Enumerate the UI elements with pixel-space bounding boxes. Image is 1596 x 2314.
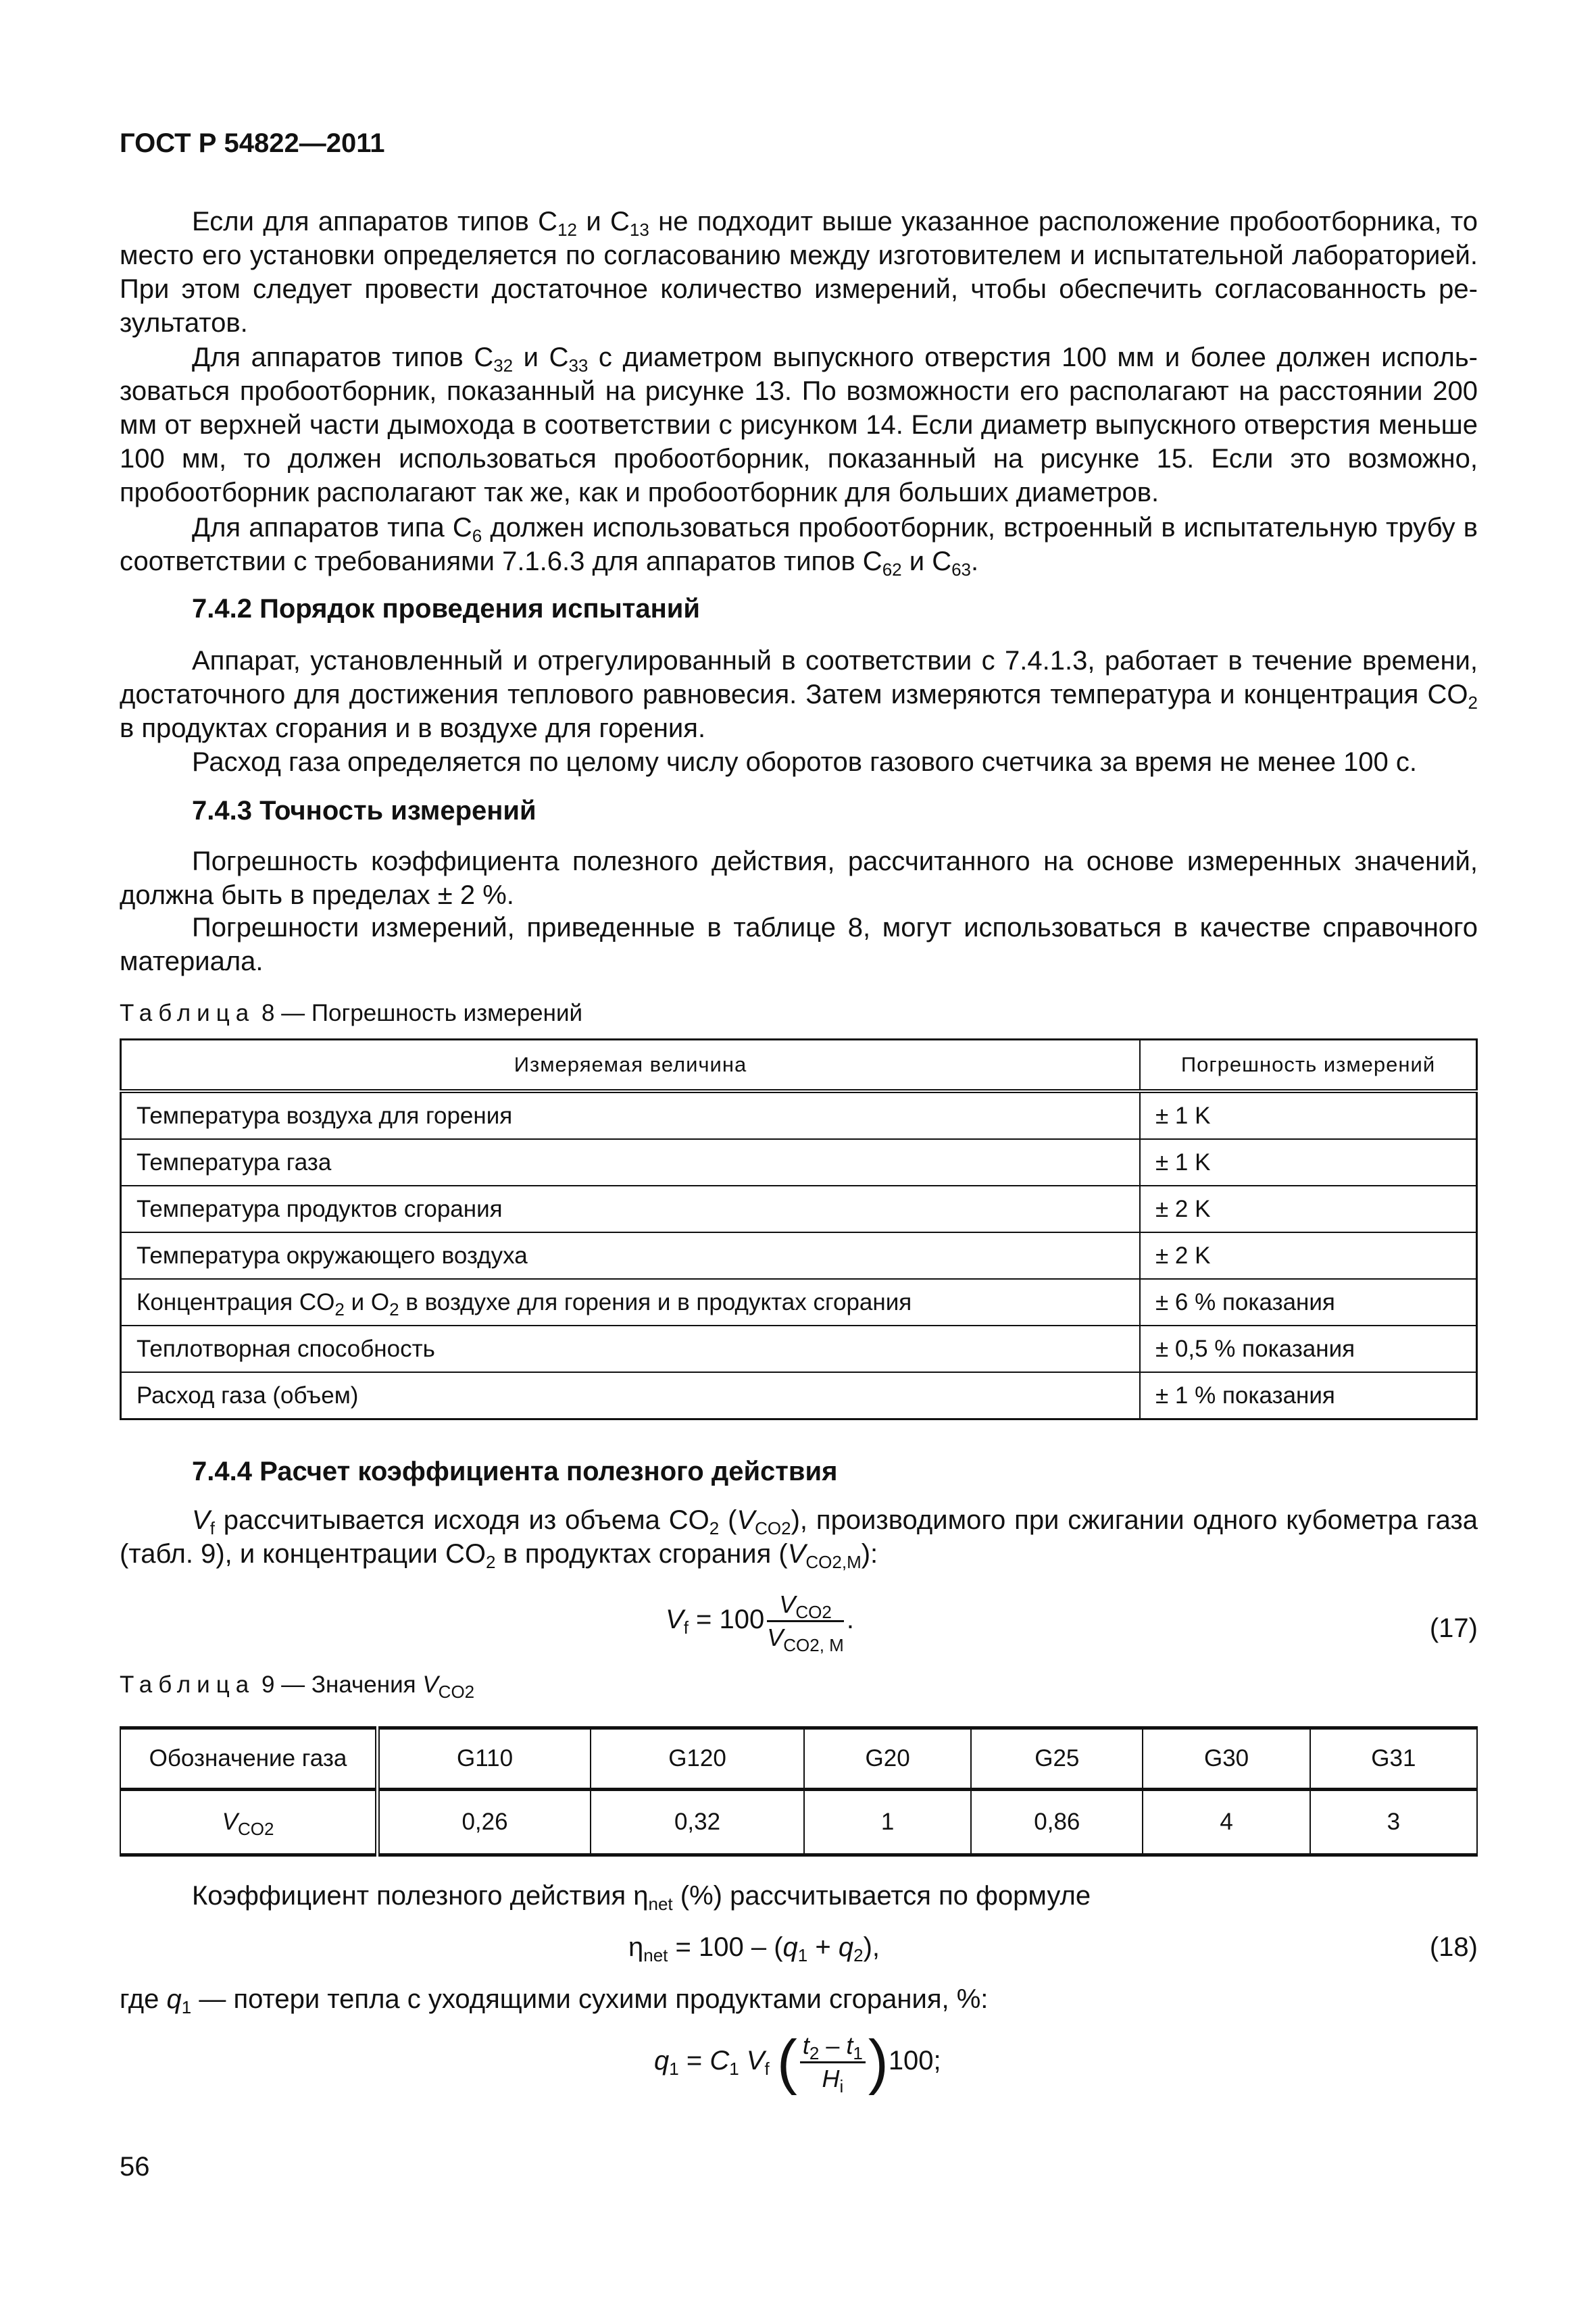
subscript: CO2	[438, 1682, 475, 1702]
vco2-value-cell: 0,26	[378, 1790, 591, 1855]
text-run: Погрешности измерений, приведенные в таблице 8, могут использоваться в качестве справочного материала.	[120, 913, 1478, 976]
text-run: = 100 – (	[668, 1932, 783, 1962]
text-run: ),	[863, 1932, 880, 1962]
subscript: 1	[181, 1997, 192, 2017]
denominator	[767, 1622, 844, 1653]
subscript: 6	[472, 526, 482, 546]
paragraph-vf-calculation	[120, 1503, 1478, 1571]
error-cell: ± 2 K	[1140, 1186, 1477, 1232]
formula-q1-lhs	[654, 2046, 777, 2080]
quantity-cell	[121, 1279, 1141, 1326]
italic-symbol: t	[846, 2032, 853, 2059]
subscript: 33	[568, 355, 589, 376]
subscript: net	[643, 1945, 668, 1965]
formula-q1-tail: 100;	[888, 2046, 941, 2076]
paragraph-efficiency	[120, 1879, 1478, 1913]
gas-column-header: G30	[1143, 1728, 1310, 1790]
italic-symbol: q	[782, 1932, 798, 1962]
subscript: 2	[389, 1299, 399, 1319]
subscript: 1	[729, 2059, 739, 2080]
text-run	[770, 2046, 777, 2076]
italic-symbol: q	[654, 2046, 670, 2076]
table-header-row	[120, 1728, 1477, 1790]
formula-17	[666, 1589, 854, 1653]
paragraph-accuracy	[120, 845, 1478, 912]
vco2-values-table	[120, 1726, 1478, 1857]
paragraph-sampler-c12-c13	[120, 205, 1478, 340]
column-header-quantity: Измеряемая величина	[121, 1040, 1141, 1092]
heading-7-4-3: 7.4.3 Точность измерений	[192, 796, 537, 826]
subscript: 62	[882, 559, 902, 580]
quantity-cell	[121, 1091, 1141, 1139]
text-run: в воздухе для горения и в продуктах сгорания	[399, 1288, 912, 1315]
subscript: CO2,M	[805, 1552, 862, 1572]
italic-symbol: q	[838, 1932, 854, 1962]
paragraph-q1-definition	[120, 1982, 1478, 2016]
text-run: рассчитывается исходя из объема CO	[214, 1505, 709, 1535]
gas-column-header: G31	[1310, 1728, 1477, 1790]
text-run: Температура воздуха для горения	[136, 1102, 513, 1129]
text-run: с диаметром выпускного отверстия 100 мм и более должен использоваться пробоотборник, показанный на рисунке 13. По возможности его располагают на расстоянии 200 мм от верхней части дымохода в соответствии с рисунком 14. Если диаметр выпускного отверстия меньше 100 мм, то должен использоваться пробоотборник, показанный на рисунке 15. Если это возможно, пробоотборник располагают так же, как и пробоотборник для больших диаметров.	[120, 343, 1478, 507]
italic-symbol: H	[822, 2065, 840, 2092]
paren-right: )	[868, 2028, 889, 2096]
text-run: Температура окружающего воздуха	[136, 1242, 528, 1269]
paragraph-test-procedure	[120, 644, 1478, 745]
table-row	[121, 1232, 1477, 1279]
italic-symbol: V	[767, 1624, 784, 1651]
error-cell: ± 2 K	[1140, 1232, 1477, 1279]
text-run: =	[678, 2046, 710, 2076]
text-run: Аппарат, установленный и отрегулированный в соответствии с 7.4.1.3, работает в течение времени, достаточного для достижения теплового равновесия. Затем измеряются температура и концентрация CO	[120, 646, 1478, 709]
text-run: Для аппаратов типа C	[192, 513, 472, 543]
caption-text	[261, 1671, 475, 1702]
formula-17-lhs	[666, 1605, 765, 1638]
text-run: .	[971, 547, 979, 576]
quantity-cell	[121, 1372, 1141, 1419]
italic-symbol: V	[222, 1809, 238, 1835]
subscript: 12	[557, 220, 577, 240]
gas-column-header: G120	[591, 1728, 804, 1790]
subscript: 63	[951, 559, 972, 580]
text-run: ), производимого при сжигании одного кубометра газа (табл. 9), и концентрации CO	[120, 1505, 1478, 1569]
text-run: Коэффициент полезного действия η	[192, 1881, 649, 1911]
text-run: Погрешность коэффициента полезного действия, рассчитанного на основе измеренных значений, должна быть в пределах ± 2 %.	[120, 847, 1478, 910]
text-run: и C	[901, 547, 952, 576]
text-run: Расход газа определяется по целому числу оборотов газового счетчика за время не менее 100 с.	[192, 747, 1418, 777]
document-header: ГОСТ Р 54822—2011	[120, 128, 385, 158]
subscript: net	[648, 1894, 673, 1914]
text-run: η	[628, 1932, 644, 1962]
italic-symbol: V	[422, 1671, 439, 1698]
text-run: — потери тепла с уходящими сухими продуктами сгорания, %:	[191, 1984, 989, 2014]
subscript: f	[683, 1617, 689, 1638]
italic-symbol: V	[787, 1539, 806, 1569]
caption-label: Таблица	[120, 1671, 255, 1698]
text-run: (	[719, 1505, 737, 1535]
equation-number-18: (18)	[1429, 1932, 1478, 1962]
subscript: 1	[797, 1945, 808, 1965]
subscript: CO2	[755, 1518, 791, 1538]
subscript: f	[764, 2059, 770, 2080]
vco2-value-cell: 0,86	[971, 1790, 1143, 1855]
italic-symbol: C	[709, 2046, 730, 2076]
text-run: –	[819, 2032, 847, 2059]
text-run: и C	[577, 207, 630, 236]
text-run: и O	[344, 1288, 390, 1315]
table-row	[121, 1372, 1477, 1419]
formula-q1	[654, 2030, 941, 2094]
subscript: 2	[1468, 693, 1478, 713]
quantity-cell	[121, 1232, 1141, 1279]
table-row	[121, 1186, 1477, 1232]
formula-17-fraction	[767, 1589, 844, 1653]
table-row	[120, 1790, 1477, 1855]
table9-caption	[120, 1670, 474, 1700]
text-run: и C	[513, 343, 569, 372]
text-run: должен использоваться пробоотборник, встроенный в испытательную трубу в соответствии с требованиями 7.1.6.3 для аппаратов типов C	[120, 513, 1478, 576]
subscript: 2	[809, 2043, 820, 2063]
table-row	[121, 1091, 1477, 1139]
table-row	[121, 1139, 1477, 1186]
table8-caption	[120, 999, 582, 1028]
italic-symbol: V	[737, 1505, 755, 1535]
text-run: Температура газа	[136, 1149, 332, 1176]
subscript: CO2	[237, 1819, 274, 1839]
heading-7-4-4: 7.4.4 Расчет коэффициента полезного действия	[192, 1457, 838, 1486]
text-run: в продуктах сгорания и в воздухе для горения.	[120, 713, 706, 743]
italic-symbol: q	[166, 1984, 182, 2014]
table-row	[121, 1326, 1477, 1372]
measurement-error-table	[120, 1038, 1478, 1420]
text-run: Теплотворная способность	[136, 1335, 435, 1362]
text-run: не подходит выше указанное расположение пробоотборника, то место его установки определяется по согласованию между изготовителем и испытательной лабораторией. При этом следует провести достаточное количество измерений, чтобы обеспечить согласованность результатов.	[120, 207, 1478, 338]
paragraph-sampler-c32-c33	[120, 341, 1478, 509]
error-cell: ± 1 K	[1140, 1091, 1477, 1139]
formula-17-tail: .	[846, 1605, 854, 1635]
subscript: 13	[629, 220, 649, 240]
italic-symbol: V	[779, 1590, 796, 1618]
text-run: Температура продуктов сгорания	[136, 1195, 503, 1222]
subscript: 2	[485, 1552, 496, 1572]
formula-q1-fraction	[800, 2030, 866, 2094]
numerator	[800, 2030, 866, 2063]
text-run	[739, 2046, 747, 2076]
vco2-value-cell: 3	[1310, 1790, 1477, 1855]
subscript: 1	[853, 2043, 863, 2063]
denominator	[800, 2063, 866, 2094]
formula-18	[628, 1930, 880, 1964]
text-run: (%) рассчитывается по формуле	[672, 1881, 1091, 1911]
text-run: Расход газа (объем)	[136, 1382, 359, 1409]
page-number: 56	[120, 2152, 150, 2182]
text-run: 9 — Значения	[261, 1671, 423, 1698]
gas-column-header: G110	[378, 1728, 591, 1790]
error-cell: ± 1 % показания	[1140, 1372, 1477, 1419]
quantity-cell	[121, 1326, 1141, 1372]
text-run: Если для аппаратов типов C	[192, 207, 558, 236]
text-run: ):	[861, 1539, 878, 1569]
table-row	[121, 1279, 1477, 1326]
column-header-error: Погрешность измерений	[1140, 1040, 1477, 1092]
equation-number-17: (17)	[1429, 1613, 1478, 1643]
error-cell: ± 6 % показания	[1140, 1279, 1477, 1326]
subscript: 2	[334, 1299, 345, 1319]
error-cell: ± 1 K	[1140, 1139, 1477, 1186]
caption-label: Таблица	[120, 1000, 255, 1026]
subscript: f	[209, 1518, 215, 1538]
subscript: 1	[669, 2059, 679, 2080]
gas-column-header: G25	[971, 1728, 1143, 1790]
text-run: = 100	[688, 1605, 765, 1635]
vco2-value-cell: 1	[804, 1790, 971, 1855]
vco2-value-cell: 4	[1143, 1790, 1310, 1855]
paragraph-table-reference	[120, 911, 1478, 978]
row-label-vco2	[120, 1790, 378, 1855]
table-header-row	[121, 1040, 1477, 1092]
quantity-cell	[121, 1139, 1141, 1186]
italic-symbol: V	[192, 1505, 210, 1535]
quantity-cell	[121, 1186, 1141, 1232]
text-run: Для аппаратов типов C	[192, 343, 494, 372]
subscript: CO2	[795, 1602, 832, 1622]
caption-text: 8 — Погрешность измерений	[261, 1000, 583, 1026]
text-run: Концентрация CO	[136, 1288, 335, 1315]
subscript: 2	[853, 1945, 864, 1965]
text-run: +	[807, 1932, 839, 1962]
text-run: где	[120, 1984, 167, 2014]
subscript: CO2, M	[783, 1635, 844, 1655]
subscript: 32	[493, 355, 514, 376]
heading-7-4-2: 7.4.2 Порядок проведения испытаний	[192, 594, 700, 624]
subscript: i	[839, 2076, 844, 2096]
numerator	[767, 1589, 844, 1622]
paren-left: (	[776, 2028, 797, 2096]
gas-column-header: G20	[804, 1728, 971, 1790]
subscript: 2	[709, 1518, 720, 1538]
vco2-value-cell: 0,32	[591, 1790, 804, 1855]
paragraph-sampler-c6	[120, 511, 1478, 578]
italic-symbol: V	[746, 2046, 765, 2076]
text-run: в продуктах сгорания (	[495, 1539, 788, 1569]
paragraph-gas-flow	[120, 745, 1478, 779]
error-cell: ± 0,5 % показания	[1140, 1326, 1477, 1372]
italic-symbol: V	[666, 1605, 684, 1635]
row-header-gas: Обозначение газа	[120, 1728, 378, 1790]
italic-symbol: t	[802, 2032, 809, 2059]
